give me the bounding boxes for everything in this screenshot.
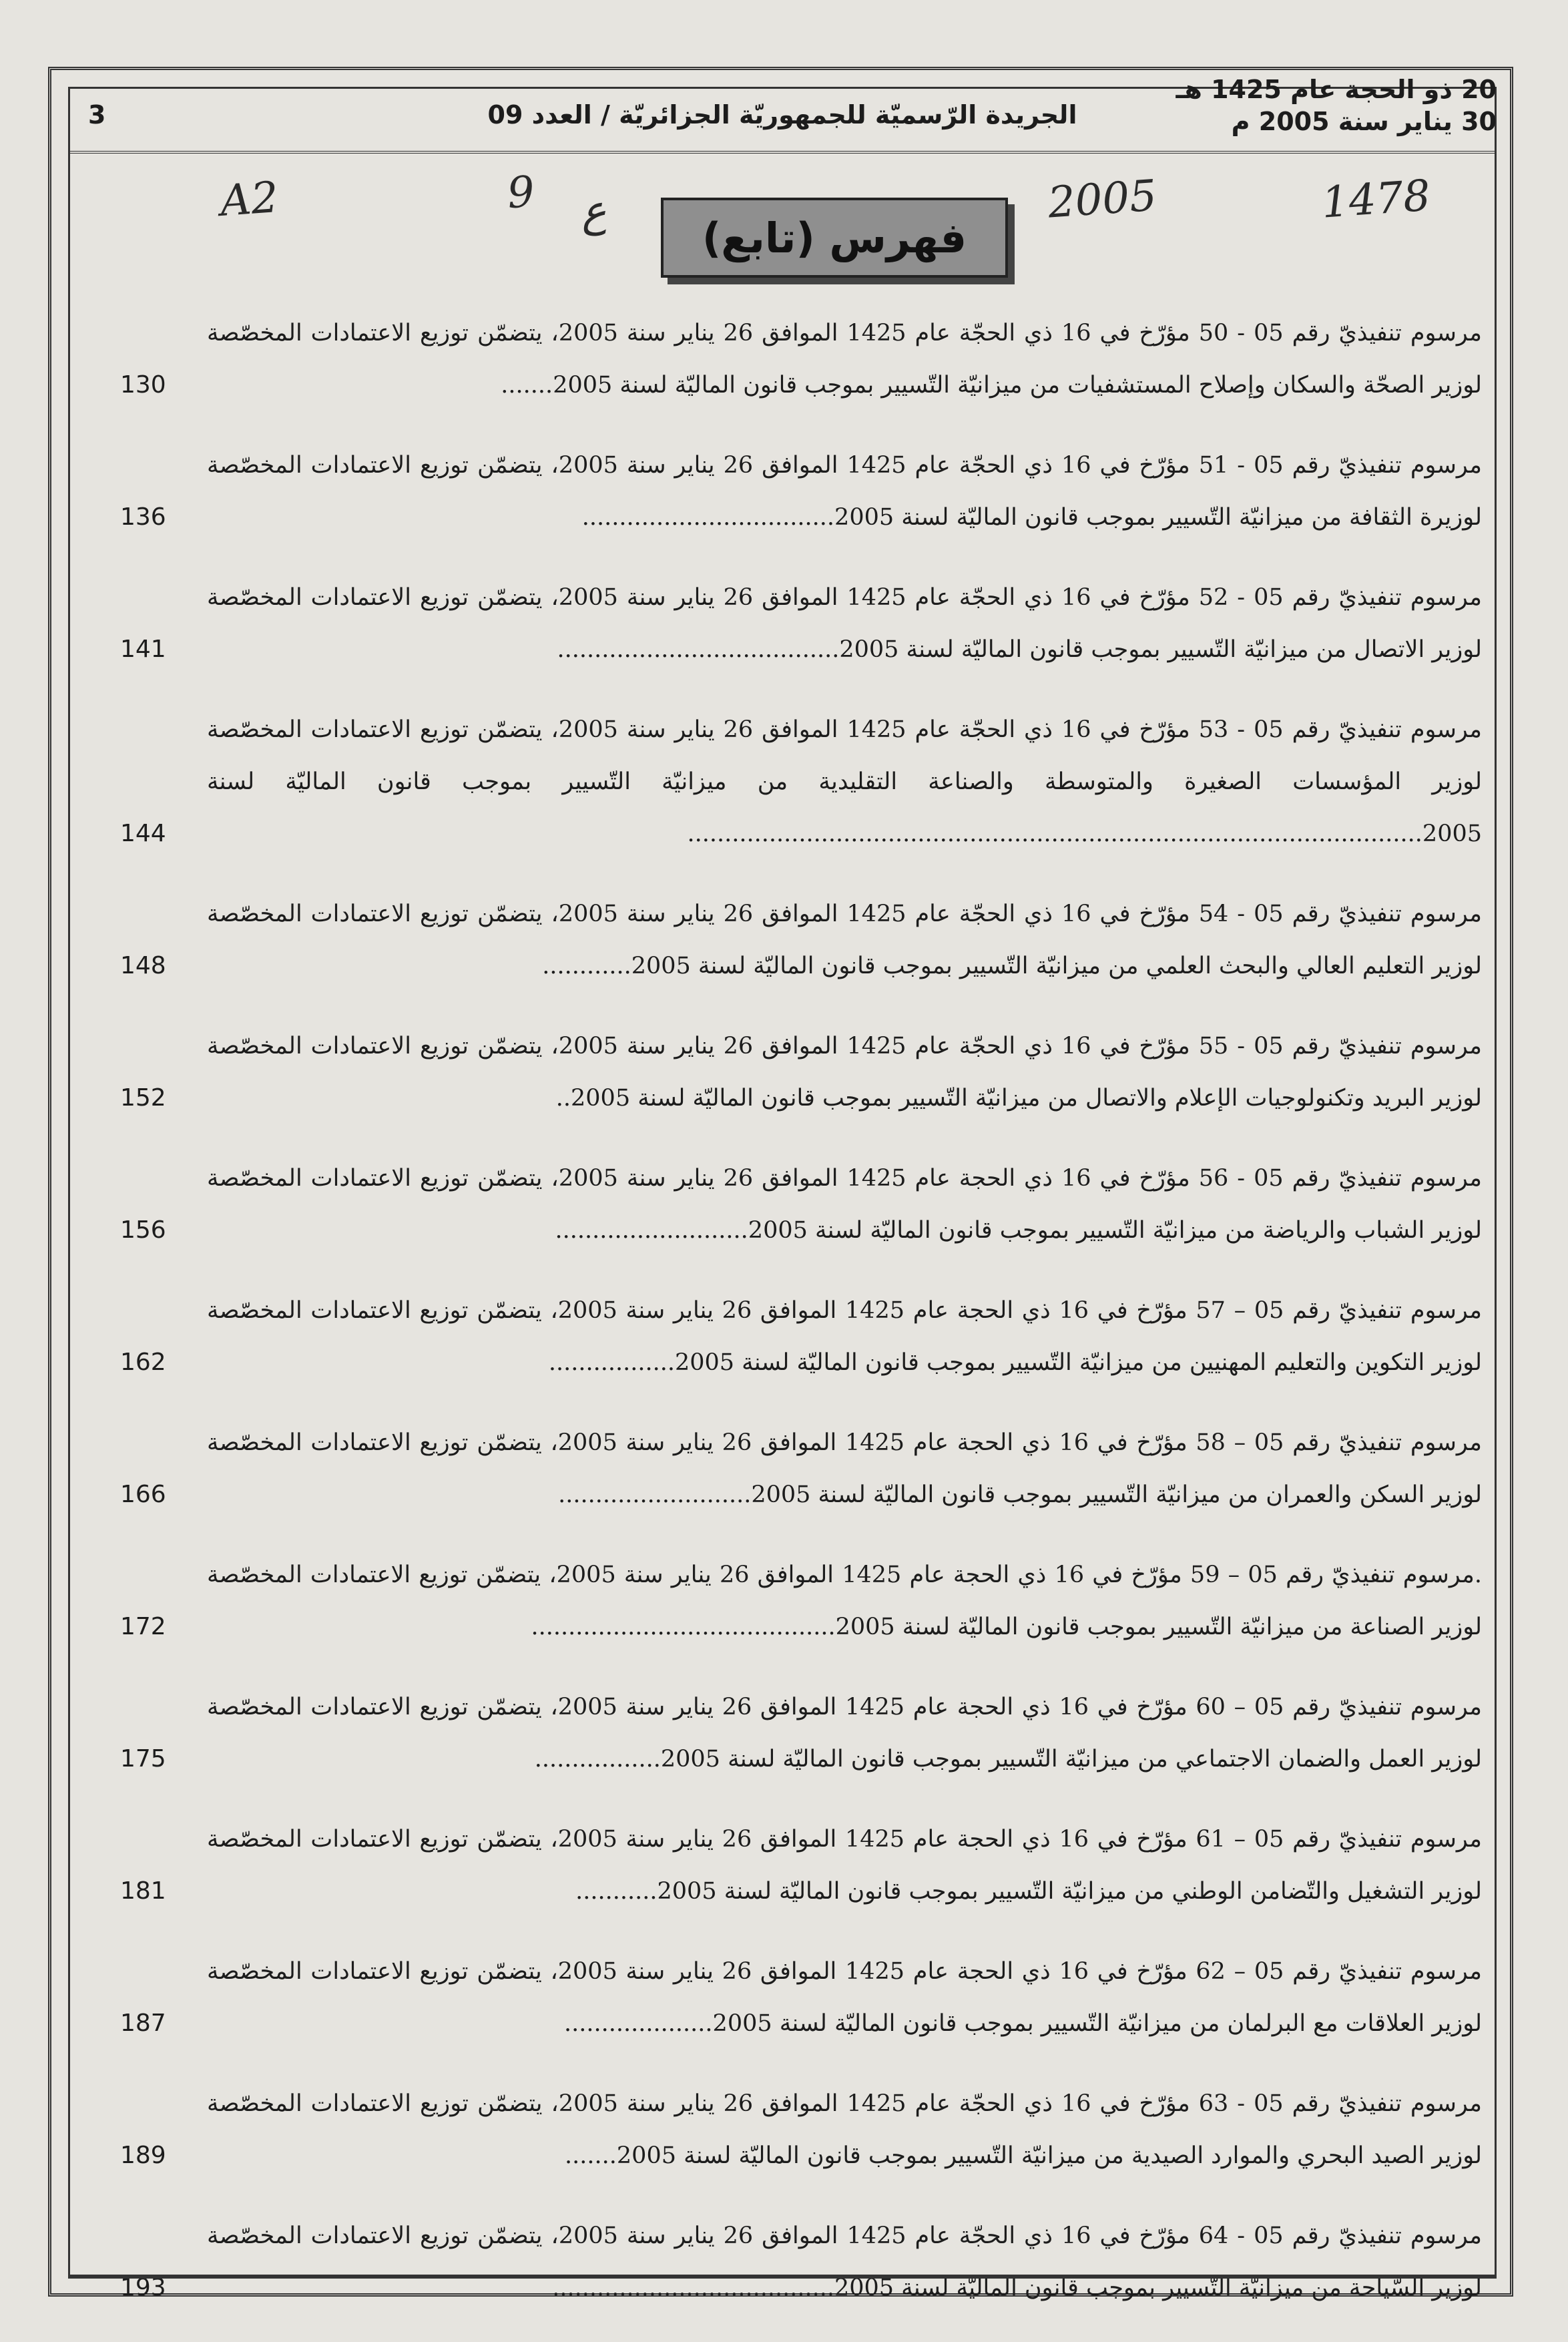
toc-entry-page: 175	[120, 1745, 166, 1773]
handwritten-note-ain: ع	[579, 186, 608, 238]
toc-entry	[107, 1549, 1482, 1653]
toc-entry	[107, 1020, 1482, 1124]
table-of-contents	[107, 307, 1482, 2342]
toc-entry-page: 189	[120, 2142, 166, 2169]
toc-entry-text: مرسوم تنفيذيّ رقم 05 – 62 مؤرّخ في 16 ذي الحجة عام 1425 الموافق 26 يناير سنة 2005، يتضمّن توزيع الاعتمادات المخصّصة لوزير العلاقات مع البرلمان من ميزانيّة التّسيير بموجب قانون الماليّة لسنة 2005....................	[207, 1958, 1482, 2037]
toc-entry	[107, 704, 1482, 860]
toc-entry-text: مرسوم تنفيذيّ رقم 05 – 57 مؤرّخ في 16 ذي الحجة عام 1425 الموافق 26 يناير سنة 2005، يتضمّن توزيع الاعتمادات المخصّصة لوزير التكوين والتعليم المهنيين من ميزانيّة التّسيير بموجب قانون الماليّة لسنة 2005.................	[207, 1297, 1482, 1376]
toc-entry-text: مرسوم تنفيذيّ رقم 05 - 55 مؤرّخ في 16 ذي الحجّة عام 1425 الموافق 26 يناير سنة 2005، يتضمّن توزيع الاعتمادات المخصّصة لوزير البريد وتكنولوجيات الإعلام والاتصال من ميزانيّة التّسيير بموجب قانون الماليّة لسنة 2005..	[207, 1033, 1482, 1112]
toc-entry	[107, 571, 1482, 676]
footer-divider	[68, 2277, 1497, 2279]
toc-entry-text: مرسوم تنفيذيّ رقم 05 - 52 مؤرّخ في 16 ذي الحجّة عام 1425 الموافق 26 يناير سنة 2005، يتضمّن توزيع الاعتمادات المخصّصة لوزير الاتصال من ميزانيّة التّسيير بموجب قانون الماليّة لسنة 2005......................................	[207, 584, 1482, 663]
handwritten-note-2005: 2005	[1046, 171, 1159, 228]
toc-entry-page: 144	[120, 820, 166, 847]
toc-entry-text: مرسوم تنفيذيّ رقم 05 – 58 مؤرّخ في 16 ذي الحجة عام 1425 الموافق 26 يناير سنة 2005، يتضمّن توزيع الاعتمادات المخصّصة لوزير السكن والعمران من ميزانيّة التّسيير بموجب قانون الماليّة لسنة 2005..........................	[207, 1429, 1482, 1508]
toc-entry-page: 152	[120, 1084, 166, 1112]
toc-entry-page: 187	[120, 2010, 166, 2037]
toc-entry-page: 136	[120, 503, 166, 531]
handwritten-note-1478: 1478	[1320, 171, 1432, 228]
toc-entry-text: مرسوم تنفيذيّ رقم 05 - 64 مؤرّخ في 16 ذي الحجّة عام 1425 الموافق 26 يناير سنة 2005، يتضمّن توزيع الاعتمادات المخصّصة لوزير السّياحة من ميزانيّة التّسيير بموجب قانون الماليّة لسنة 2005......................................	[207, 2222, 1482, 2301]
gregorian-date: 30 يناير سنة 2005 م	[1231, 107, 1497, 136]
toc-entry	[107, 1284, 1482, 1389]
handwritten-note-9: 9	[505, 167, 537, 219]
page-header	[68, 73, 1497, 147]
toc-entry-page: 172	[120, 1613, 166, 1640]
toc-entry	[107, 307, 1482, 411]
toc-entry	[107, 888, 1482, 992]
toc-entry-page: 130	[120, 371, 166, 399]
toc-entry-text: مرسوم تنفيذيّ رقم 05 - 56 مؤرّخ في 16 ذي الحجة عام 1425 الموافق 26 يناير سنة 2005، يتضمّن توزيع الاعتمادات المخصّصة لوزير الشباب والرياضة من ميزانيّة التّسيير بموجب قانون الماليّة لسنة 2005..........................	[207, 1165, 1482, 1244]
hijri-date: 20 ذو الحجة عام 1425 هـ	[1175, 75, 1497, 104]
toc-entry-page: 148	[120, 952, 166, 979]
handwritten-note-a2: A2	[218, 173, 280, 226]
toc-entry	[107, 1813, 1482, 1917]
toc-entry-text: مرسوم تنفيذيّ رقم 05 - 63 مؤرّخ في 16 ذي الحجّة عام 1425 الموافق 26 يناير سنة 2005، يتضمّن توزيع الاعتمادات المخصّصة لوزير الصيد البحري والموارد الصيدية من ميزانيّة التّسيير بموجب قانون الماليّة لسنة 2005.......	[207, 2090, 1482, 2169]
toc-entry-text: مرسوم تنفيذيّ رقم 05 – 60 مؤرّخ في 16 ذي الحجة عام 1425 الموافق 26 يناير سنة 2005، يتضمّن توزيع الاعتمادات المخصّصة لوزير العمل والضمان الاجتماعي من ميزانيّة التّسيير بموجب قانون الماليّة لسنة 2005.................	[207, 1694, 1482, 1773]
toc-entry-text: مرسوم تنفيذيّ رقم 05 - 51 مؤرّخ في 16 ذي الحجّة عام 1425 الموافق 26 يناير سنة 2005، يتضمّن توزيع الاعتمادات المخصّصة لوزيرة الثقافة من ميزانيّة التّسيير بموجب قانون الماليّة لسنة 2005..................................	[207, 452, 1482, 531]
toc-entry	[107, 1152, 1482, 1256]
toc-entry-text: مرسوم تنفيذيّ رقم 05 - 50 مؤرّخ في 16 ذي الحجّة عام 1425 الموافق 26 يناير سنة 2005، يتضمّن توزيع الاعتمادات المخصّصة لوزير الصحّة والسكان وإصلاح المستشفيات من ميزانيّة التّسيير بموجب قانون الماليّة لسنة 2005.......	[207, 320, 1482, 399]
toc-entry-text: .مرسوم تنفيذيّ رقم 05 – 59 مؤرّخ في 16 ذي الحجة عام 1425 الموافق 26 يناير سنة 2005، يتضمّن توزيع الاعتمادات المخصّصة لوزير الصناعة من ميزانيّة التّسيير بموجب قانون الماليّة لسنة 2005.........................................	[207, 1562, 1482, 1640]
toc-entry	[107, 1681, 1482, 1785]
journal-title: الجريدة الرّسميّة للجمهوريّة الجزائريّة / العدد 09	[487, 100, 1077, 130]
section-title-box	[661, 198, 1008, 278]
toc-entry-page: 141	[120, 636, 166, 663]
toc-entry-page: 181	[120, 1877, 166, 1905]
toc-entry-text: مرسوم تنفيذيّ رقم 05 – 61 مؤرّخ في 16 ذي الحجة عام 1425 الموافق 26 يناير سنة 2005، يتضمّن توزيع الاعتمادات المخصّصة لوزير التشغيل والتّضامن الوطني من ميزانيّة التّسيير بموجب قانون الماليّة لسنة 2005...........	[207, 1826, 1482, 1905]
page-number: 3	[88, 100, 106, 130]
toc-entry	[107, 439, 1482, 543]
toc-entry	[107, 1417, 1482, 1521]
toc-entry	[107, 1945, 1482, 2050]
toc-entry-page: 156	[120, 1216, 166, 1244]
toc-entry	[107, 2078, 1482, 2182]
toc-entry-page: 162	[120, 1349, 166, 1376]
toc-entry	[107, 2210, 1482, 2314]
toc-entry-text: مرسوم تنفيذيّ رقم 05 - 54 مؤرّخ في 16 ذي الحجّة عام 1425 الموافق 26 يناير سنة 2005، يتضمّن توزيع الاعتمادات المخصّصة لوزير التعليم العالي والبحث العلمي من ميزانيّة التّسيير بموجب قانون الماليّة لسنة 2005............	[207, 901, 1482, 979]
toc-entry-page: 193	[120, 2274, 166, 2301]
toc-entry-text: مرسوم تنفيذيّ رقم 05 - 53 مؤرّخ في 16 ذي الحجّة عام 1425 الموافق 26 يناير سنة 2005، يتضمّن توزيع الاعتمادات المخصّصة لوزير المؤسسات الصغيرة والمتوسطة والصناعة التقليدية من ميزانيّة التّسيير بموجب قانون الماليّة لسنة 2005...................................................................................................	[207, 716, 1482, 847]
toc-entry-page: 166	[120, 1481, 166, 1508]
header-divider	[68, 151, 1497, 154]
section-title: فهرس (تابع)	[702, 213, 967, 262]
